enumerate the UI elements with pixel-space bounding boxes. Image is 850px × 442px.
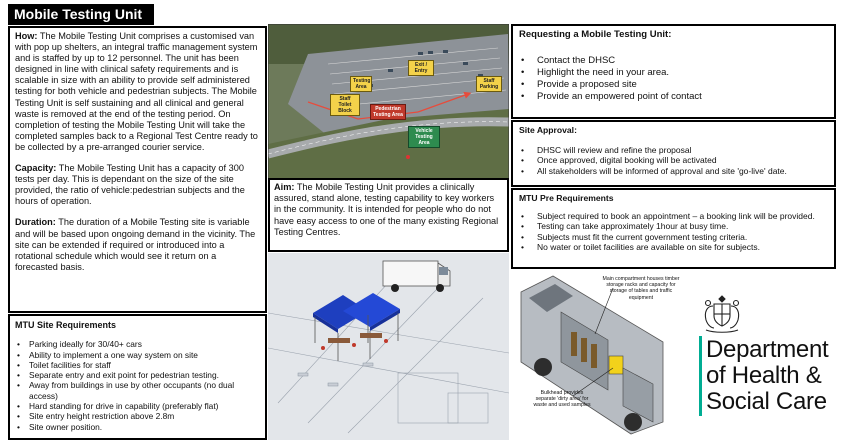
van-cutaway-diagram (513, 272, 683, 437)
list-item: • Toilet facilities for staff (15, 360, 260, 370)
how-text: The Mobile Testing Unit comprises a customised van with pop up shelters, an integral traffic management system and is staffed by up to 12 personnel. The unit has been designed in line with clinical safety requirements and is scalable in size with an ability to provide self administered testing for both vehicle and pedestrian subjects. The Mobile Testing Unit is self sustaining and all clinical and general waste is removed at the end of the testing period. On completion of testing the Mobile Testing Unit will take the completed samples back to a Regional Test Centre ready to be collected by a pre-arranged courier service. (15, 31, 258, 152)
list-item: • Provide an empowered point of contact (519, 91, 828, 103)
royal-crest-icon (700, 292, 744, 334)
duration-heading: Duration: (15, 217, 56, 228)
list-item: • Separate entry and exit point for pedestrian testing. (15, 370, 260, 380)
main-compartment-callout: Main compartment houses timber storage racks and capacity for storage of tables and traffic equipment (602, 276, 680, 301)
logo-line-1: Department (706, 336, 829, 363)
map-label-staff-toilet: Staff Toilet Block (330, 94, 360, 116)
list-item: • Contact the DHSC (519, 55, 828, 67)
requesting-heading: Requesting a Mobile Testing Unit: (519, 29, 672, 40)
map-label-testing-area: Testing Area (350, 76, 372, 92)
aim-heading: Aim: (274, 182, 295, 192)
site-approval-heading: Site Approval: (519, 125, 577, 135)
list-item: • Site owner position. (15, 422, 260, 432)
bulkhead-callout: Bulkhead provides separate 'dirty area' for waste and used samples (533, 390, 591, 409)
list-item: • Ability to implement a one way system on site (15, 350, 260, 360)
dhsc-logo (696, 292, 846, 422)
site-requirements-heading: MTU Site Requirements (15, 320, 117, 330)
duration-paragraph (15, 217, 260, 272)
site-requirements-section (8, 314, 267, 440)
list-item: • No water or toilet facilities are available on site for subjects. (519, 242, 828, 253)
aerial-map-graphic (268, 24, 509, 179)
requesting-section (511, 24, 836, 119)
page-title: Mobile Testing Unit (8, 4, 154, 25)
logo-line-2: of Health & (706, 362, 822, 389)
list-item: • Away from buildings in use by other occupants (no dual access) (15, 380, 260, 401)
logo-line-3: Social Care (706, 388, 827, 415)
map-label-vehicle-testing: Vehicle Testing Area (408, 126, 440, 148)
requesting-list (519, 55, 828, 103)
list-item: • Parking ideally for 30/40+ cars (15, 339, 260, 349)
pre-requirements-heading: MTU Pre Requirements (519, 193, 614, 203)
pre-requirements-section (511, 188, 836, 269)
map-label-pedestrian-testing: Pedestrian Testing Area (370, 104, 406, 120)
list-item: • Provide a proposed site (519, 79, 828, 91)
duration-text: The duration of a Mobile Testing site is variable and will be based upon ongoing demand in the vicinity. The site can be extended if required or introduced into a rotational schedule which would see it return on a forecasted basis. (15, 217, 256, 272)
map-label-exit-entry: Exit / Entry (408, 60, 434, 76)
aim-section (268, 178, 509, 252)
capacity-paragraph (15, 163, 260, 207)
aim-text: The Mobile Testing Unit provides a clinically assured, stand alone, testing capability to key workers in the community. It is intended for people who do not have easy access to one of the many existing Regional Testing Centres. (274, 182, 499, 237)
site-requirements-list (15, 339, 260, 432)
list-item: • Site entry height restriction above 2.8m (15, 411, 260, 421)
list-item: • Hard standing for drive in capability (preferably flat) (15, 401, 260, 411)
list-item: • Subjects must fit the current government testing criteria. (519, 232, 828, 243)
list-item: • All stakeholders will be informed of approval and site 'go-live' date. (519, 166, 828, 177)
logo-accent-bar (699, 336, 702, 416)
how-heading: How: (15, 31, 38, 41)
capacity-heading: Capacity: (15, 163, 57, 174)
how-section (8, 26, 267, 313)
site-approval-section (511, 120, 836, 187)
list-item: • Once approved, digital booking will be activated (519, 155, 828, 166)
list-item: • Testing can take approximately 1hour at busy time. (519, 221, 828, 232)
list-item: • Highlight the need in your area. (519, 67, 828, 79)
testing-site-render (268, 253, 509, 440)
map-label-staff-parking: Staff Parking (476, 76, 502, 92)
site-approval-list (519, 145, 828, 177)
list-item: • DHSC will review and refine the proposal (519, 145, 828, 156)
list-item: • Subject required to book an appointment – a booking link will be provided. (519, 211, 828, 222)
capacity-text: The Mobile Testing Unit has a capacity of 300 tests per day. This is dependant on the size of the site provided, the ratio of vehicle:pedestrian subjects and the hours of operation. (15, 163, 245, 207)
site-aerial-map (268, 24, 509, 179)
testing-site-graphic (268, 253, 509, 440)
how-paragraph (15, 31, 260, 153)
pre-requirements-list (519, 211, 828, 253)
